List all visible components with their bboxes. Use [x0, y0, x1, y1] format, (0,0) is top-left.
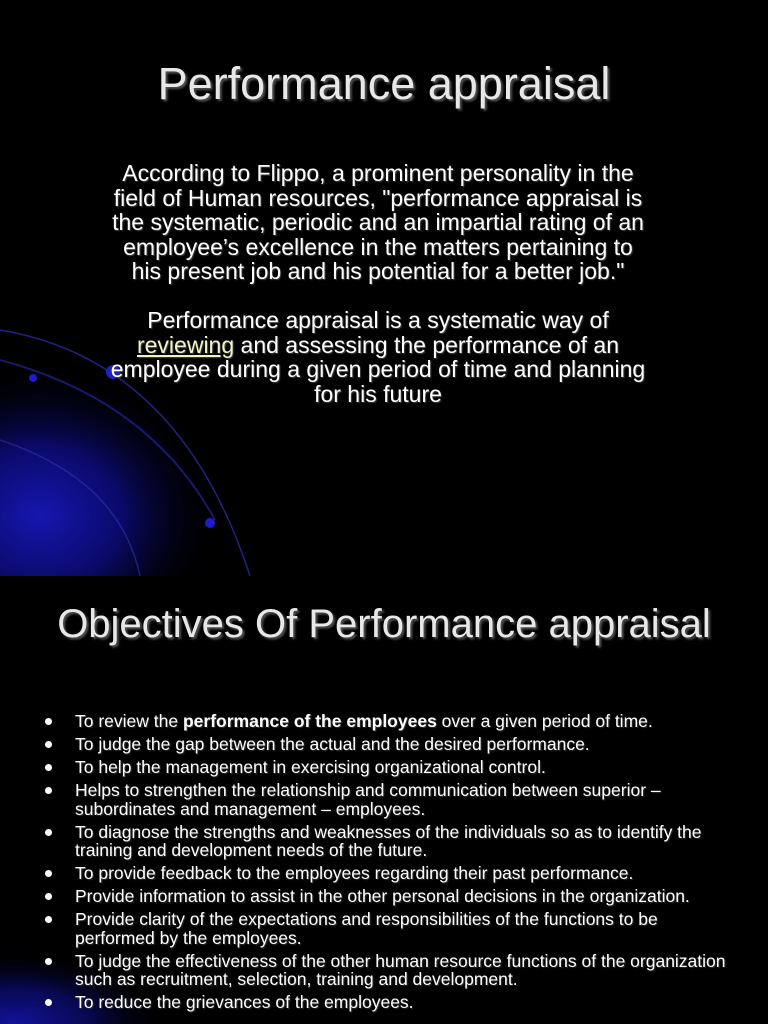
list-item	[0, 712, 768, 731]
list-item-text: To reduce the grievances of the employees.	[75, 992, 414, 1012]
list-item	[0, 952, 768, 989]
list-item-text: To judge the effectiveness of the other human resource functions of the organization such as recruitment, selection, training and development.	[75, 950, 726, 989]
list-item	[0, 864, 768, 883]
bullet-icon	[45, 958, 52, 965]
list-item-text: To help the management in exercising organizational control.	[75, 757, 546, 777]
slide-title: Performance appraisal	[157, 58, 611, 109]
bullet-icon	[45, 893, 52, 900]
list-item-text: To diagnose the strengths and weaknesses of the individuals so as to identify the training and development needs of the future.	[75, 821, 702, 860]
slide-title: Objectives Of Performance appraisal	[57, 602, 711, 646]
list-item	[0, 910, 768, 947]
list-item	[0, 758, 768, 777]
reviewing-link[interactable]: reviewing	[136, 331, 235, 358]
list-item-text: Provide clarity of the expectations and responsibilities of the functions to be performed by the employees.	[75, 909, 658, 948]
slide-2	[0, 576, 768, 1024]
list-item	[0, 823, 768, 860]
bullet-icon	[45, 916, 52, 923]
bullet-icon	[45, 764, 52, 771]
bullet-icon	[45, 829, 52, 836]
definition-paragraph	[108, 308, 648, 406]
list-item-bold-text: performance of the employees	[182, 711, 437, 731]
bullet-icon	[45, 999, 52, 1006]
list-item-text: To provide feedback to the employees regarding their past performance.	[75, 863, 634, 883]
bullet-icon	[45, 787, 52, 794]
list-item-text: Provide information to assist in the other personal decisions in the organization.	[75, 886, 690, 906]
flippo-definition-paragraph: According to Flippo, a prominent personality in the field of Human resources, "performance appraisal is the systematic, periodic and an impartial rating of an employee’s excellence in the matters pertaining to his present job and his potential for a better job."	[112, 160, 644, 285]
list-item	[0, 735, 768, 754]
objectives-list	[0, 712, 768, 1016]
bullet-icon	[45, 741, 52, 748]
bullet-icon	[45, 870, 52, 877]
paragraph-text-end: and assessing the performance of an employee during a given period of time and planning for his future	[110, 331, 646, 407]
list-item-text: over a given period of time.	[436, 711, 653, 731]
list-item	[0, 887, 768, 906]
paragraph-text-start: Performance appraisal is a systematic way of	[147, 307, 609, 333]
list-item	[0, 993, 768, 1012]
list-item	[0, 781, 768, 818]
list-item-text: To judge the gap between the actual and the desired performance.	[75, 734, 590, 754]
list-item-text: Helps to strengthen the relationship and communication between superior – subordinates and management – employees.	[75, 780, 661, 819]
list-item-text: To review the	[75, 711, 183, 731]
bullet-icon	[45, 718, 52, 725]
